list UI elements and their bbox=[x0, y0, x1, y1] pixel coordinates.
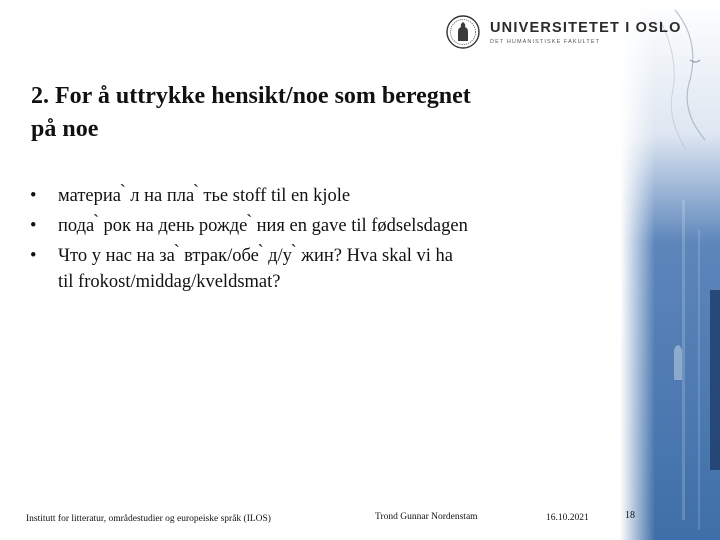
footer-author: Trond Gunnar Nordenstam bbox=[375, 512, 478, 522]
bullet-item bbox=[30, 211, 630, 241]
slide-title bbox=[31, 80, 631, 146]
university-name: UNIVERSITETET I OSLO bbox=[490, 19, 682, 36]
page-number: 18 bbox=[625, 510, 635, 521]
university-seal-icon bbox=[446, 14, 480, 50]
side-decoration bbox=[620, 0, 720, 540]
bullet-text: материа ̀ л на пла ̀ тье stoff til en kjole bbox=[58, 186, 351, 206]
bullet-marker: • bbox=[30, 216, 37, 236]
university-logo bbox=[446, 14, 682, 50]
bullet-item bbox=[30, 181, 630, 211]
bullet-text: Что у нас на за ̀ втрак/обе ̀ д/у ̀ жин? Hva skal vi ha bbox=[58, 246, 453, 266]
faculty-name: DET HUMANISTISKE FAKULTET bbox=[490, 38, 601, 45]
bullet-list bbox=[30, 181, 630, 295]
bullet-text-continuation: til frokost/middag/kveldsmat? bbox=[58, 272, 281, 292]
slide-title-line-2: på noe bbox=[31, 116, 99, 142]
bullet-marker: • bbox=[30, 246, 37, 266]
slide-title-line-1: 2. For å uttrykke hensikt/noe som beregnet bbox=[31, 83, 471, 109]
bullet-item bbox=[30, 241, 630, 295]
bullet-marker: • bbox=[30, 186, 37, 206]
bullet-text: пода ̀ рок на день рожде ̀ ния en gave til fødselsdagen bbox=[58, 216, 468, 236]
footer-date: 16.10.2021 bbox=[546, 513, 589, 523]
footer-institute: Institutt for litteratur, områdestudier og europeiske språk (ILOS) bbox=[26, 514, 271, 524]
